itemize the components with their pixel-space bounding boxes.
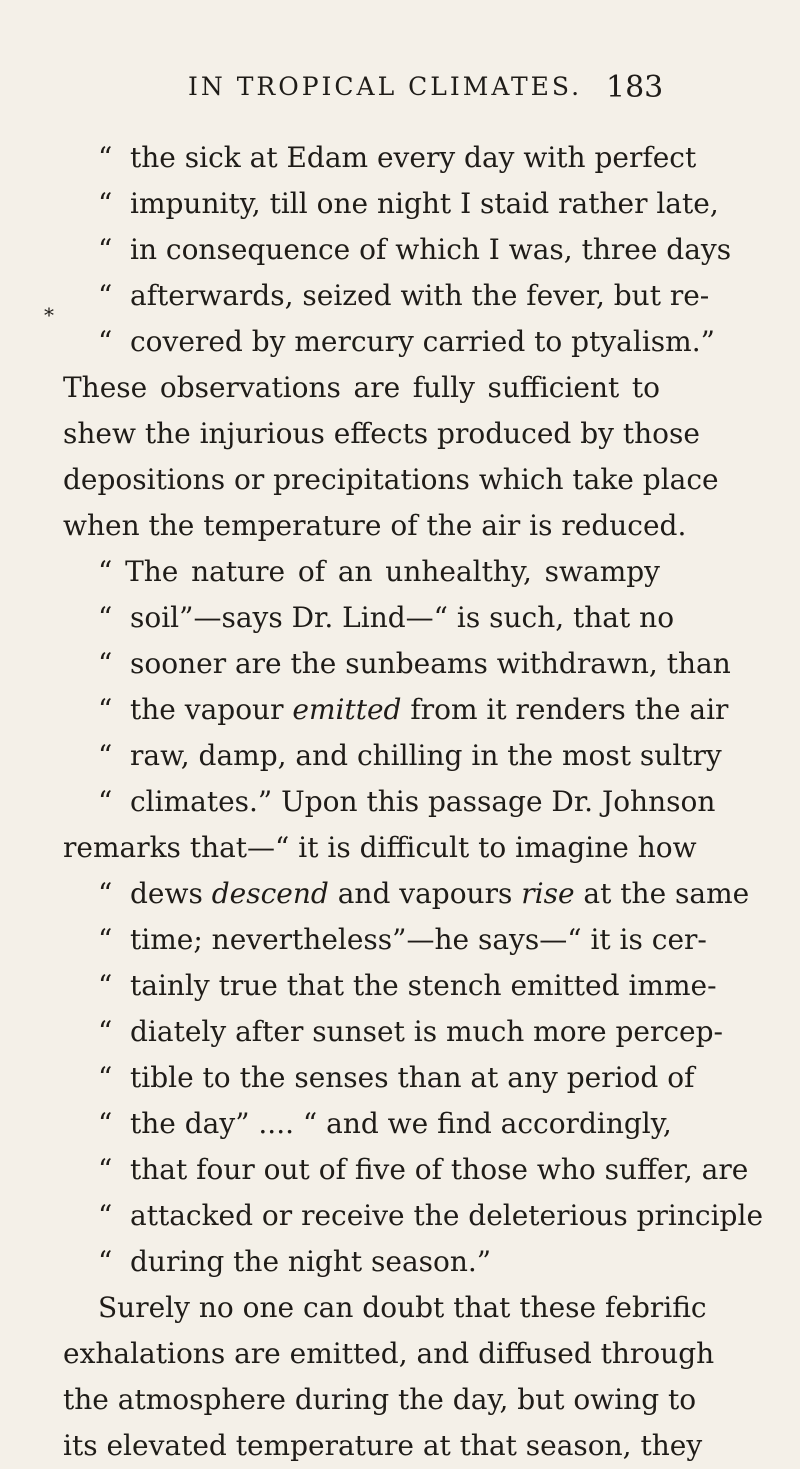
text-line: “ attacked or receive the deleterious principle [98, 1199, 764, 1232]
text-line: “ the day” .... “ and we find accordingly, [98, 1107, 672, 1140]
text-line: Surely no one can doubt that these febrific [98, 1291, 707, 1324]
text-line: “ that four out of five of those who suffer, are [98, 1153, 749, 1186]
text-line: “ dews descend and vapours rise at the same [98, 877, 750, 910]
text-line: shew the injurious effects produced by those [63, 417, 700, 450]
text-line: “ climates.” Upon this passage Dr. Johnson [98, 785, 716, 818]
text-line: “ time; nevertheless”—he says—“ it is cer- [98, 923, 707, 956]
text-line: “ the vapour emitted from it renders the air [98, 693, 729, 726]
text-line: “ afterwards, seized with the fever, but re- [98, 279, 710, 312]
text-line: “ in consequence of which I was, three days [98, 233, 732, 266]
text-line: “ soil”—says Dr. Lind—“ is such, that no [98, 601, 675, 634]
text-line: “ covered by mercury carried to ptyalism.” [98, 325, 715, 358]
text-line: depositions or precipitations which take place [63, 463, 719, 496]
text-line: “ sooner are the sunbeams withdrawn, than [98, 647, 731, 680]
text-line: “ impunity, till one night I staid rather late, [98, 187, 719, 220]
text-line: “ diately after sunset is much more percep- [98, 1015, 723, 1048]
text-line: “ raw, damp, and chilling in the most sultry [98, 739, 722, 772]
text-line: its elevated temperature at that season, they [63, 1429, 703, 1462]
text-line: “ the sick at Edam every day with perfect [98, 141, 697, 174]
page-number: 183 [606, 70, 664, 105]
text-line: “ during the night season.” [98, 1245, 492, 1278]
margin-mark: * [44, 303, 54, 327]
text-line: These observations are fully sufficient to [63, 371, 660, 404]
text-line: when the temperature of the air is reduced. [63, 509, 687, 542]
running-title: IN TROPICAL CLIMATES. [188, 72, 583, 101]
text-line: “ tible to the senses than at any period of [98, 1061, 695, 1094]
page-header [0, 70, 800, 110]
text-line: remarks that—“ it is difficult to imagine how [63, 831, 697, 864]
text-line: “ tainly true that the stench emitted imme- [98, 969, 717, 1002]
text-line: the atmosphere during the day, but owing to [63, 1383, 697, 1416]
text-line: exhalations are emitted, and diffused through [63, 1337, 715, 1370]
text-line: “ The nature of an unhealthy, swampy [98, 555, 660, 588]
